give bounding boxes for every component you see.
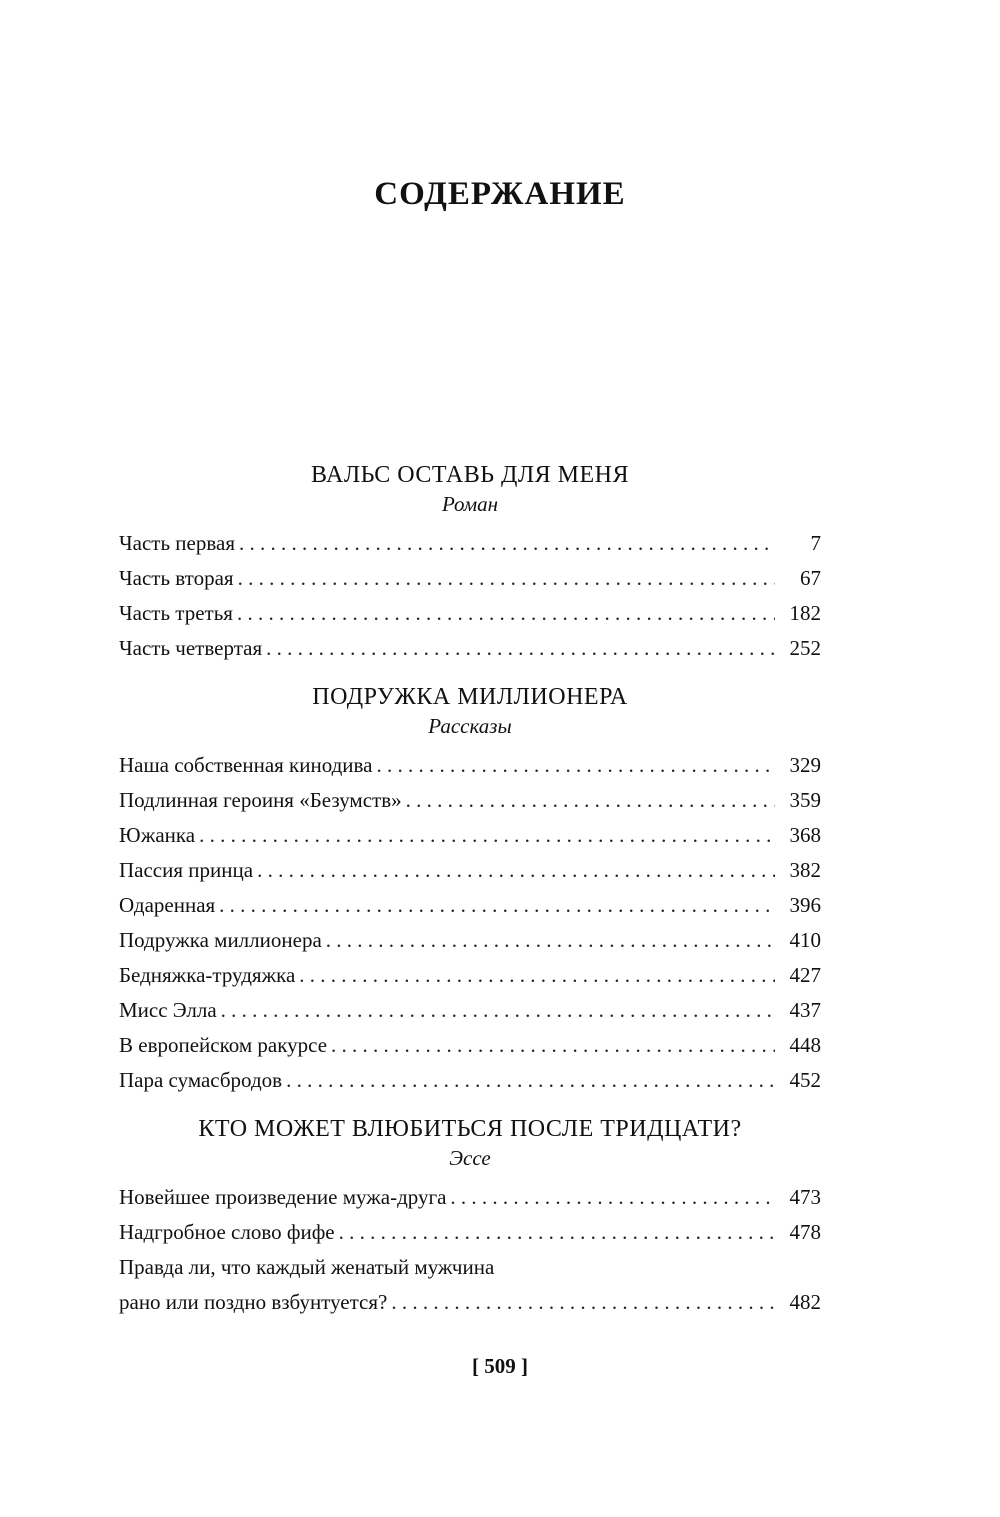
- toc-entry[interactable]: [119, 1063, 821, 1098]
- toc-entry[interactable]: [119, 818, 821, 853]
- toc-entry-page: 7: [810, 531, 821, 555]
- toc-entry-page: 427: [789, 963, 821, 987]
- toc-entry-label: Мисс Элла: [119, 998, 217, 1022]
- toc-entry[interactable]: [119, 561, 821, 596]
- toc-entry-page: 359: [789, 788, 821, 812]
- toc-entry-page: 478: [789, 1220, 821, 1244]
- dot-leader: [450, 1180, 775, 1215]
- dot-leader: [299, 958, 775, 993]
- toc-entry-label: Пассия принца: [119, 858, 254, 882]
- toc-entry[interactable]: [119, 748, 821, 783]
- dot-leader: [257, 853, 775, 888]
- dot-leader: [221, 993, 775, 1028]
- toc-entry-label: Южанка: [119, 823, 196, 847]
- dot-leader: [331, 1028, 775, 1063]
- toc-entry[interactable]: [119, 993, 821, 1028]
- toc-entry[interactable]: [119, 631, 821, 666]
- dot-leader: [266, 631, 775, 666]
- toc-entry[interactable]: [119, 596, 821, 631]
- section-millionaire-girlfriend: [119, 680, 821, 1098]
- dot-leader: [238, 561, 775, 596]
- toc-entry[interactable]: [119, 526, 821, 561]
- dot-leader: [326, 923, 775, 958]
- toc-entry-page: 382: [789, 858, 821, 882]
- toc-entry-page: 396: [789, 893, 821, 917]
- toc-entry-label: рано или поздно взбунтуется?: [119, 1290, 388, 1314]
- toc-entry[interactable]: [119, 1028, 821, 1063]
- toc-entry-page: 437: [789, 998, 821, 1022]
- toc-entry-label: Наша собственная кинодива: [119, 753, 373, 777]
- toc-entry: [119, 1285, 821, 1320]
- section-subtitle: Роман: [441, 492, 499, 516]
- page-title: СОДЕРЖАНИЕ: [374, 176, 626, 212]
- toc-entry-label: Пара сумасбродов: [119, 1068, 283, 1092]
- section-subtitle: Эссе: [449, 1146, 491, 1170]
- toc-entry-label: Подружка миллионера: [119, 928, 322, 952]
- toc-entry[interactable]: [119, 958, 821, 993]
- toc-entry[interactable]: [119, 783, 821, 818]
- toc-entry-label: Часть вторая: [119, 566, 234, 590]
- dot-leader: [219, 888, 775, 923]
- dot-leader: [199, 818, 775, 853]
- toc-entry-multiline[interactable]: [119, 1250, 821, 1320]
- toc-entry-label: В европейском ракурсе: [119, 1033, 328, 1057]
- toc-entry-label-line1: Правда ли, что каждый женатый мужчина: [119, 1255, 495, 1279]
- section-title: КТО МОЖЕТ ВЛЮБИТЬСЯ ПОСЛЕ ТРИДЦАТИ?: [198, 1116, 742, 1142]
- toc-entry[interactable]: [119, 1215, 821, 1250]
- toc-entry-page: 448: [789, 1033, 821, 1057]
- toc-entry-label: Надгробное слово фифе: [119, 1220, 335, 1244]
- toc-entry-page: 252: [789, 636, 821, 660]
- toc-entry-page: 368: [789, 823, 821, 847]
- toc-entry[interactable]: [119, 888, 821, 923]
- toc-entry-page: 182: [789, 601, 821, 625]
- section-title: ВАЛЬС ОСТАВЬ ДЛЯ МЕНЯ: [310, 462, 629, 488]
- toc-entry-page: 329: [789, 753, 821, 777]
- toc-entry[interactable]: [119, 923, 821, 958]
- toc-entry-page: 473: [789, 1185, 821, 1209]
- dot-leader: [377, 748, 775, 783]
- toc-entry-label: Бедняжка-трудяжка: [119, 963, 296, 987]
- toc-entry-page: 452: [789, 1068, 821, 1092]
- dot-leader: [406, 783, 775, 818]
- table-of-contents: [119, 458, 821, 1334]
- dot-leader: [391, 1285, 775, 1320]
- page-number: [ 509 ]: [472, 1354, 528, 1378]
- toc-entry-label: Часть первая: [119, 531, 235, 555]
- dot-leader: [286, 1063, 775, 1098]
- toc-entry-label: Одаренная: [119, 893, 216, 917]
- toc-entry-label: Подлинная героиня «Безумств»: [119, 788, 402, 812]
- toc-entry-page: 67: [800, 566, 821, 590]
- toc-entry-label: Часть четвертая: [119, 636, 263, 660]
- toc-entry-page: 482: [789, 1290, 821, 1314]
- dot-leader: [237, 596, 775, 631]
- toc-entry[interactable]: [119, 853, 821, 888]
- section-waltz: [119, 458, 821, 666]
- toc-entry-page: 410: [789, 928, 821, 952]
- dot-leader: [339, 1215, 775, 1250]
- section-subtitle: Рассказы: [428, 714, 512, 738]
- section-after-thirty: [119, 1112, 821, 1320]
- section-title: ПОДРУЖКА МИЛЛИОНЕРА: [312, 684, 628, 710]
- toc-entry-label: Часть третья: [119, 601, 233, 625]
- dot-leader: [239, 526, 775, 561]
- toc-entry[interactable]: [119, 1180, 821, 1215]
- toc-entry-label: Новейшее произведение мужа-друга: [119, 1185, 447, 1209]
